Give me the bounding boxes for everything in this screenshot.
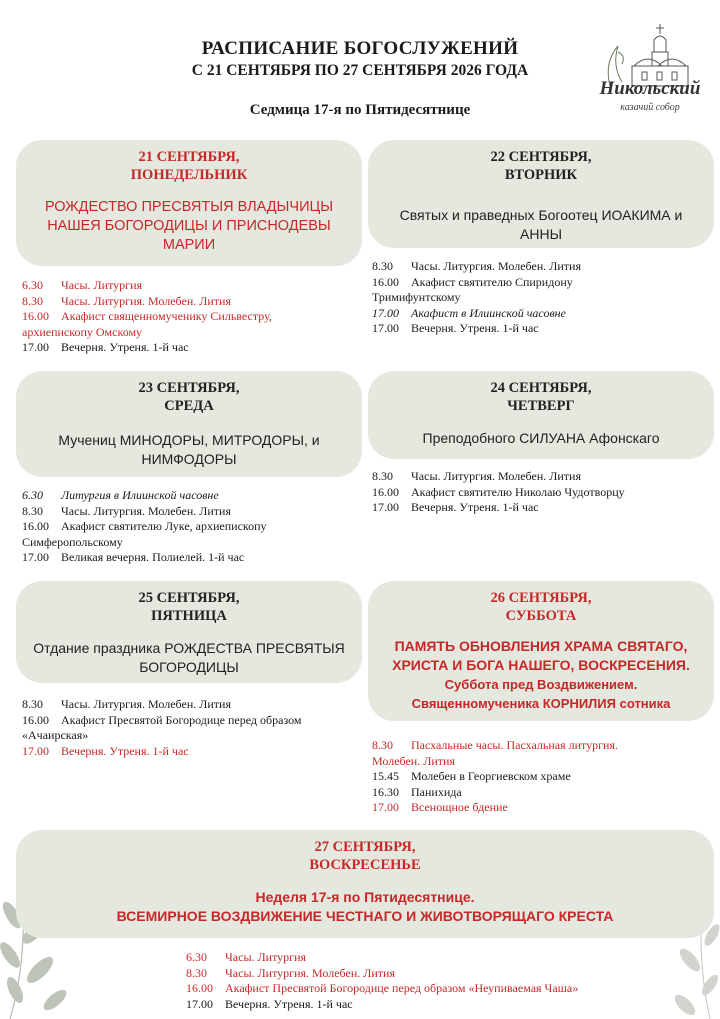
service-text: Часы. Литургия. Молебен. Лития [61,293,231,308]
service-text: Акафист святителю Николаю Чудотворцу [411,484,625,499]
day-date: 21 СЕНТЯБРЯ, [138,149,240,165]
feast-line: ПАМЯТЬ ОБНОВЛЕНИЯ ХРАМА СВЯТАГО, [394,638,688,654]
schedule-friday [22,697,362,759]
schedule-row [372,259,712,275]
service-text: Панихида [411,784,462,799]
service-time: 8.30 [22,293,43,308]
feast-title [16,888,714,926]
day-card-saturday [368,581,714,721]
cathedral-logo [598,22,702,130]
day-date: 23 СЕНТЯБРЯ, [138,380,240,396]
service-text: Часы. Литургия. Молебен. Лития [61,503,231,518]
service-time: 16.00 [22,519,49,533]
day-card-monday [16,140,362,266]
service-text: Акафист Пресвятой Богородице перед образом [61,712,302,727]
service-text: Часы. Литургия. Молебен. Лития [61,697,231,711]
schedule-row [372,785,716,801]
service-time: 17.00 [186,996,213,1011]
feast-title [16,431,362,469]
day-weekday: ЧЕТВЕРГ [507,398,575,414]
logo-subtitle: казачий собор [620,102,680,113]
feast-title [16,198,362,255]
service-time: 17.00 [22,340,49,354]
service-time: 6.30 [22,488,43,502]
day-card-friday [16,581,362,683]
service-text: Тримифунтскому [372,290,461,304]
service-time: 16.30 [372,784,399,799]
feast-line: Отдание праздника РОЖДЕСТВА ПРЕСВЯТЫЯ [33,640,345,656]
day-card-tuesday [368,140,714,248]
schedule-row [22,309,362,325]
schedule-row [372,469,712,485]
feast-line: НИМФОДОРЫ [141,451,237,467]
schedule-row [372,800,716,816]
feast-title [368,429,714,448]
schedule-row [22,504,362,520]
service-time: 8.30 [372,738,393,752]
service-time: 6.30 [22,278,43,292]
schedule-row [372,275,712,291]
schedule-row [22,340,362,356]
schedule-sunday [186,950,706,1012]
feast-line: АННЫ [520,226,562,242]
day-card-sunday [16,830,714,938]
service-text: Вечерня. Утреня. 1-й час [225,996,353,1011]
schedule-row [372,485,712,501]
schedule-row [22,519,362,535]
day-card-wednesday [16,371,362,477]
service-time: 16.00 [186,981,213,995]
day-date: 25 СЕНТЯБРЯ, [138,590,240,606]
service-text: Вечерня. Утреня. 1-й час [411,321,539,335]
schedule-row [186,997,706,1013]
schedule-row [372,306,712,322]
day-date: 22 СЕНТЯБРЯ, [490,149,592,165]
service-time: 17.00 [22,550,49,564]
feast-line: ХРИСТА И БОГА НАШЕГО, ВОСКРЕСЕНИЯ. [392,657,690,673]
service-text: Часы. Литургия. Молебен. Лития [411,469,581,483]
feast-line: Неделя 17-я по Пятидесятнице. [255,889,475,905]
schedule-row [186,950,706,966]
service-text: Вечерня. Утреня. 1-й час [61,340,189,354]
service-text: Пасхальные часы. Пасхальная литургия. [411,738,618,752]
service-time: 16.00 [372,274,399,289]
feast-line: Преподобного СИЛУАНА Афонскаго [422,430,660,446]
feast-line: Священномученика КОРНИЛИЯ сотника [411,696,671,711]
day-weekday: ПОНЕДЕЛЬНИК [130,167,248,183]
day-weekday: СУББОТА [505,608,577,624]
service-text: Вечерня. Утреня. 1-й час [411,500,539,514]
page-subtitle: С 21 СЕНТЯБРЯ ПО 27 СЕНТЯБРЯ 2026 ГОДА [191,62,529,79]
service-time: 17.00 [372,321,399,335]
service-text: Часы. Литургия [225,950,307,964]
feast-title [368,206,714,244]
schedule-thursday [372,469,712,516]
feast-line: ВСЕМИРНОЕ ВОЗДВИЖЕНИЕ ЧЕСТНАГО И ЖИВОТВОРЯЩАГО КРЕСТА [116,908,614,924]
schedule-row [22,294,362,310]
service-text: Молебен. Лития [372,753,455,768]
schedule-row [372,754,716,770]
service-time: 8.30 [22,697,43,711]
service-text: «Ачаирская» [22,728,89,742]
feast-line: РОЖДЕСТВО ПРЕСВЯТЫЯ ВЛАДЫЧИЦЫ [44,199,334,215]
service-time: 6.30 [186,950,207,964]
feast-line: НАШЕЯ БОГОРОДИЦЫ И ПРИСНОДЕВЫ [47,218,331,234]
schedule-row [372,769,716,785]
service-time: 8.30 [372,469,393,483]
feast-title [368,637,714,713]
schedule-row [22,728,362,744]
service-text: Вечерня. Утреня. 1-й час [61,743,189,758]
schedule-row [22,325,362,341]
service-time: 8.30 [186,965,207,980]
service-text: архиепископу Омскому [22,324,143,339]
feast-line: Святых и праведных Богоотец ИОАКИМА и [399,207,683,223]
service-time: 16.00 [22,309,49,323]
service-text: Часы. Литургия [61,278,143,292]
service-text: Акафист священномученику Сильвестру, [61,309,272,323]
service-text: Литургия в Илиинской часовне [61,488,219,502]
service-text: Симферопольскому [22,534,123,549]
service-text: Акафист святителю Спиридону [411,274,573,289]
service-text: Акафист святителю Луке, архиепископу [61,519,267,533]
schedule-row [186,966,706,982]
schedule-row [22,713,362,729]
service-text: Всенощное бдение [411,800,508,814]
service-text: Молебен в Георгиевском храме [411,769,571,783]
schedule-wednesday [22,488,362,566]
schedule-row [22,488,362,504]
service-time: 16.00 [372,484,399,499]
service-time: 17.00 [372,500,399,514]
page-title: РАСПИСАНИЕ БОГОСЛУЖЕНИЙ [201,38,519,59]
logo-name: Никольский [599,78,701,99]
day-weekday: ВТОРНИК [504,167,578,183]
day-date: 26 СЕНТЯБРЯ, [490,590,592,606]
week-title: Седмица 17-я по Пятидесятнице [249,102,471,118]
feast-line: Мучениц МИНОДОРЫ, МИТРОДОРЫ, и [58,432,320,448]
feast-line: МАРИИ [162,237,216,253]
service-time: 17.00 [22,743,49,758]
service-text: Часы. Литургия. Молебен. Лития [225,965,395,980]
service-time: 17.00 [372,305,399,320]
service-text: Акафист Пресвятой Богородице перед образом «Неупиваемая Чаша» [225,981,579,995]
schedule-row [22,550,362,566]
schedule-row [22,535,362,551]
service-time: 8.30 [22,503,43,518]
schedule-monday [22,278,362,356]
schedule-row [22,744,362,760]
service-text: Акафист в Илиинской часовне [411,305,566,320]
service-time: 15.45 [372,769,399,783]
service-text: Великая вечерня. Полиелей. 1-й час [61,550,245,564]
feast-line: Суббота пред Воздвижением. [444,677,638,692]
schedule-row [186,981,706,997]
schedule-row [372,321,712,337]
schedule-tuesday [372,259,712,337]
schedule-row [372,738,716,754]
schedule-saturday [372,738,716,816]
service-time: 8.30 [372,259,393,273]
feast-title [16,639,362,677]
schedule-row [372,500,712,516]
day-weekday: ВОСКРЕСЕНЬЕ [309,857,421,873]
service-text: Часы. Литургия. Молебен. Лития [411,259,581,273]
day-date: 24 СЕНТЯБРЯ, [490,380,592,396]
feast-line: БОГОРОДИЦЫ [139,659,239,675]
schedule-row [372,290,712,306]
service-time: 16.00 [22,712,49,727]
day-card-thursday [368,371,714,459]
schedule-row [22,278,362,294]
day-weekday: ПЯТНИЦА [151,608,227,624]
schedule-row [22,697,362,713]
day-weekday: СРЕДА [164,398,214,414]
day-date: 27 СЕНТЯБРЯ, [314,839,416,855]
service-time: 17.00 [372,800,399,814]
